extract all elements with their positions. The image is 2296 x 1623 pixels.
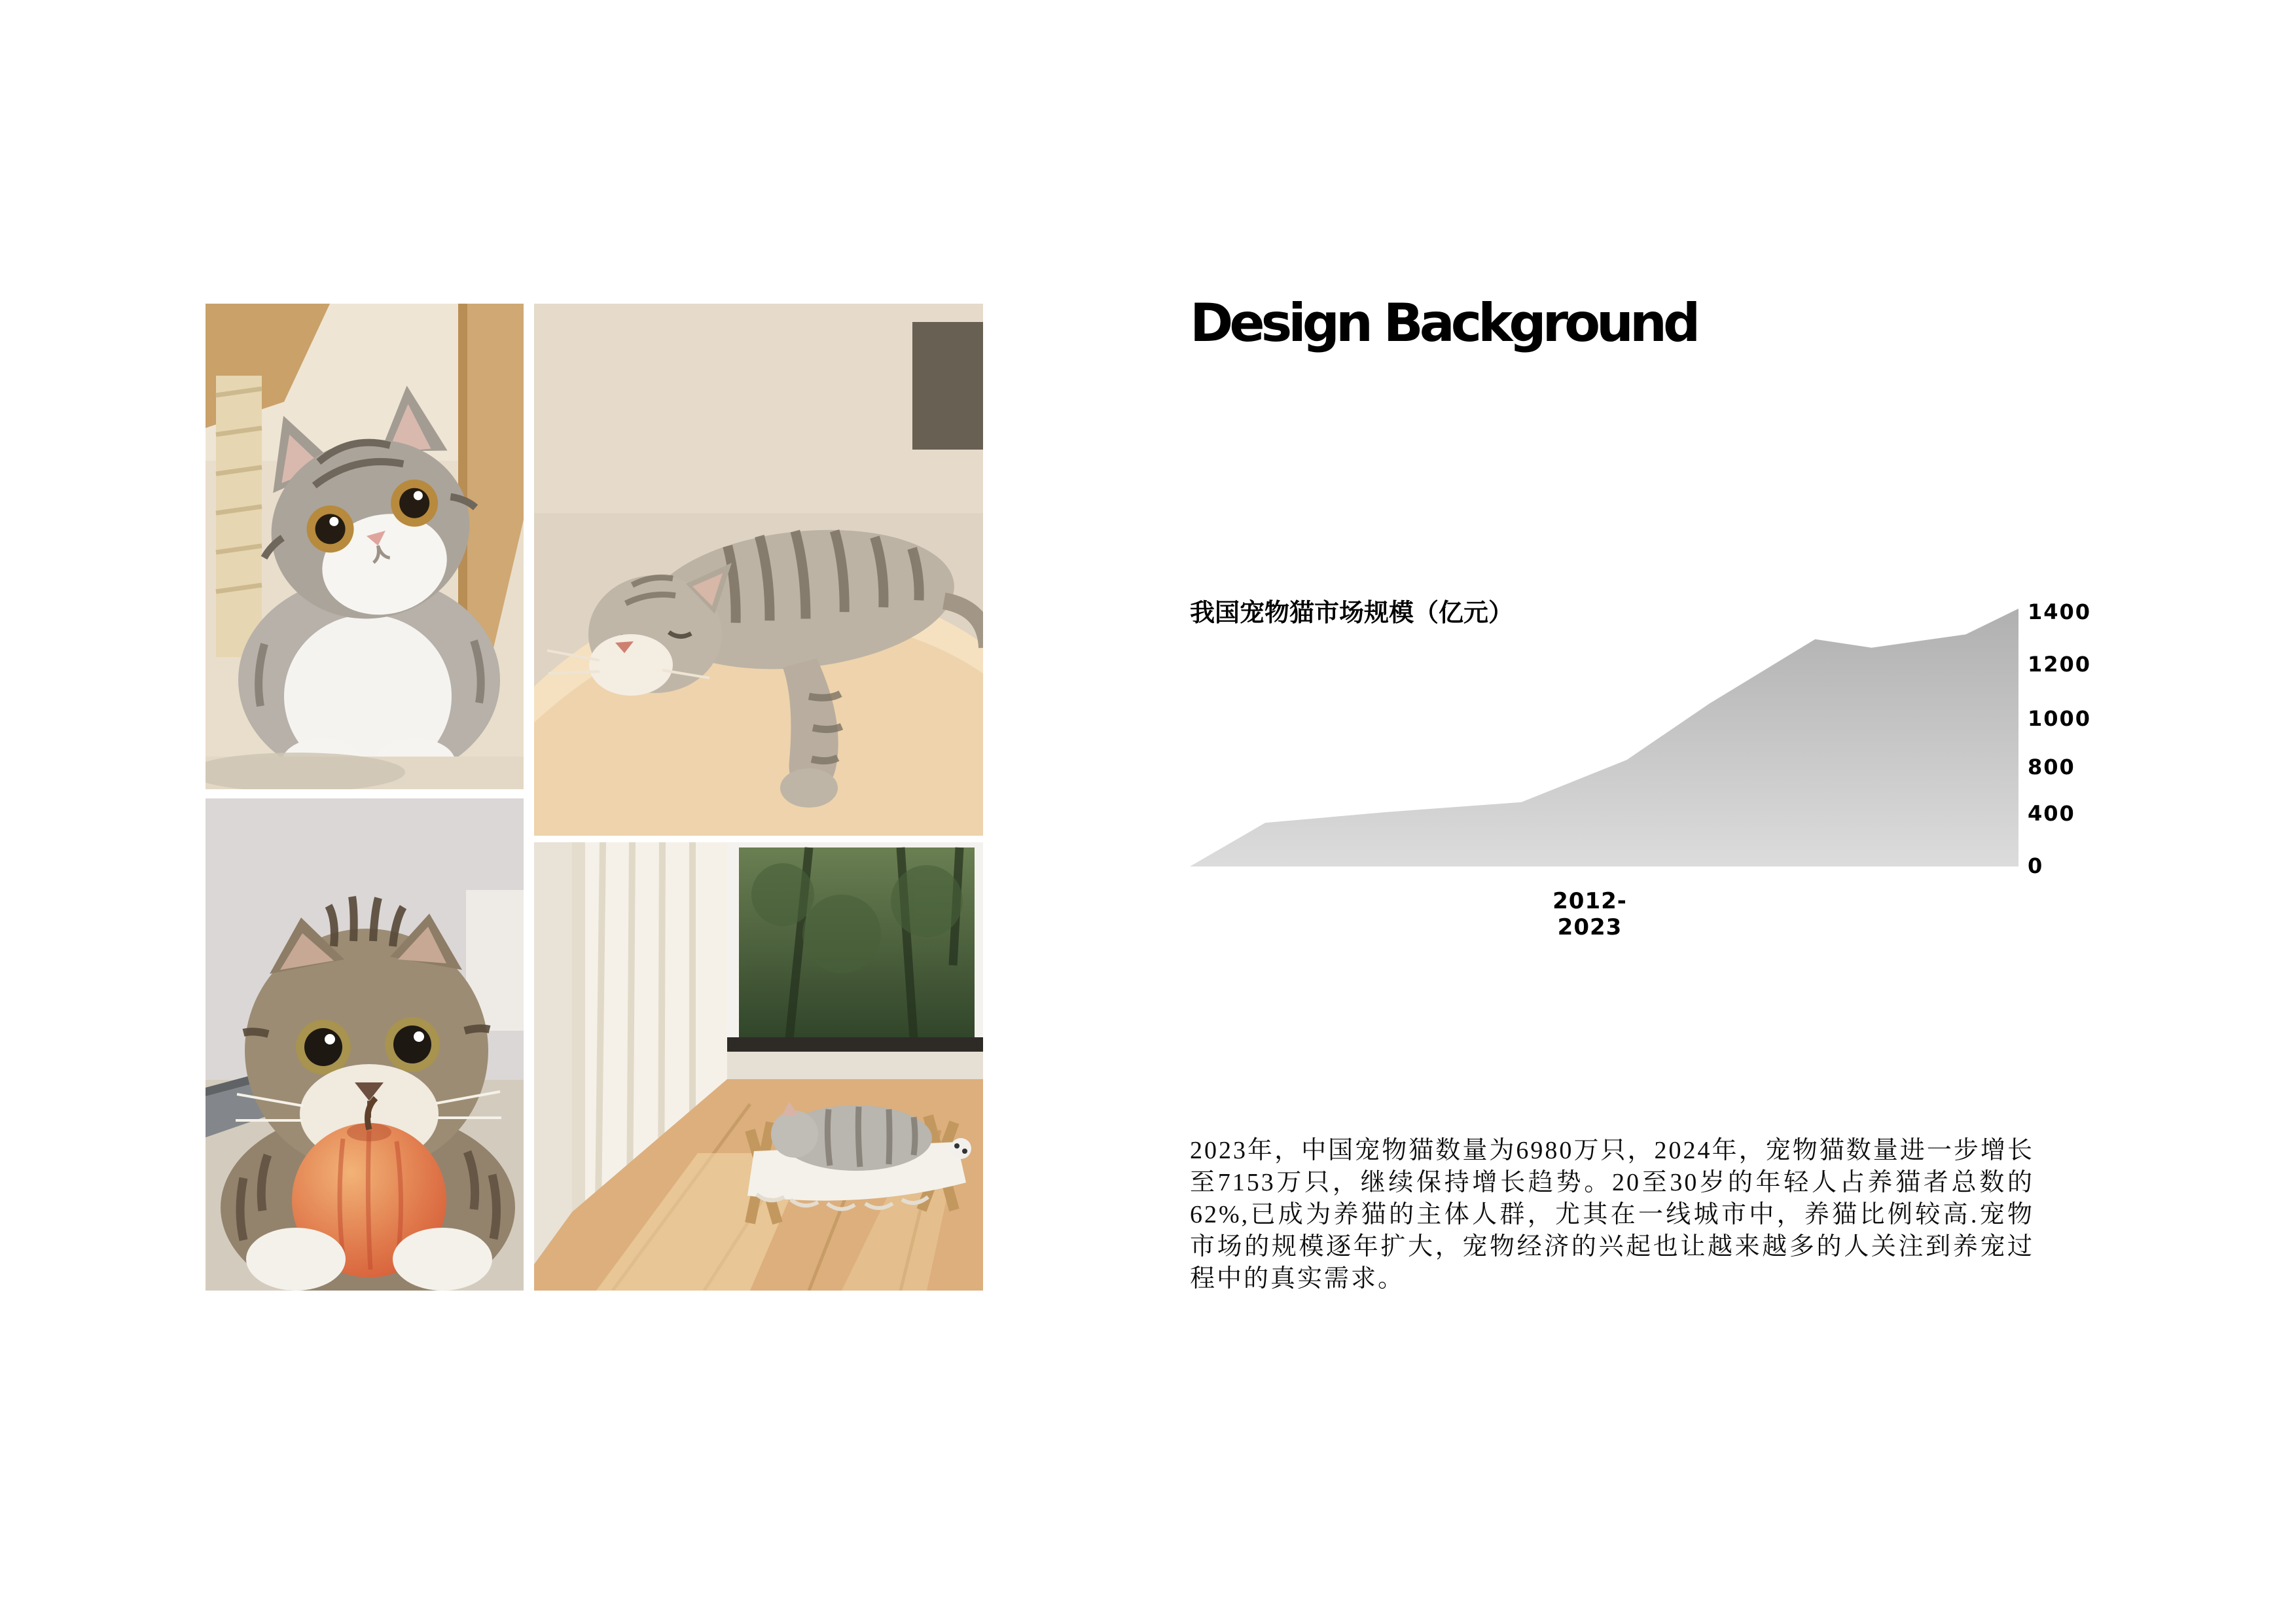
x-axis-label: 2012-2023 [1552, 888, 1627, 940]
area-chart-svg [1190, 609, 2018, 866]
photo-cat-under-cat-tree [206, 304, 524, 789]
photo-cat-on-pet-bed [534, 842, 983, 1291]
y-axis-label: 1000 [2028, 705, 2092, 731]
y-axis-label: 0 [2028, 853, 2044, 878]
body-paragraph: 2023年，中国宠物猫数量为6980万只，2024年，宠物猫数量进一步增长至7153万只，继续保持增长趋势。20至30岁的年轻人占养猫者总数的62%,已成为养猫的主体人群，尤其在一线城市中，养猫比例较高.宠物市场的规模逐年扩大，宠物经济的兴起也让越来越多的人关注到养宠过程中的真实需求。 [1190, 1137, 2034, 1293]
apple-cat-illustration [206, 798, 524, 1291]
y-axis [2028, 599, 2139, 878]
area-path [1190, 609, 2018, 866]
window [727, 842, 983, 1079]
photo-cat-sleeping-on-sofa [534, 304, 983, 836]
window-pet-bed-illustration [534, 842, 983, 1291]
chart-plot-area [1190, 609, 2018, 866]
y-axis-label: 1200 [2028, 652, 2092, 677]
cat-tree-illustration [206, 304, 524, 789]
photo-cat-with-apple [206, 798, 524, 1291]
page-title: Design Background [1190, 293, 1697, 353]
sofa-cat-illustration [534, 304, 983, 836]
chart-title: 我国宠物猫市场规模（亿元） [1190, 598, 1514, 627]
y-axis-label: 400 [2028, 801, 2075, 827]
y-axis-label: 800 [2028, 754, 2075, 779]
y-axis-label: 1400 [2028, 599, 2092, 625]
